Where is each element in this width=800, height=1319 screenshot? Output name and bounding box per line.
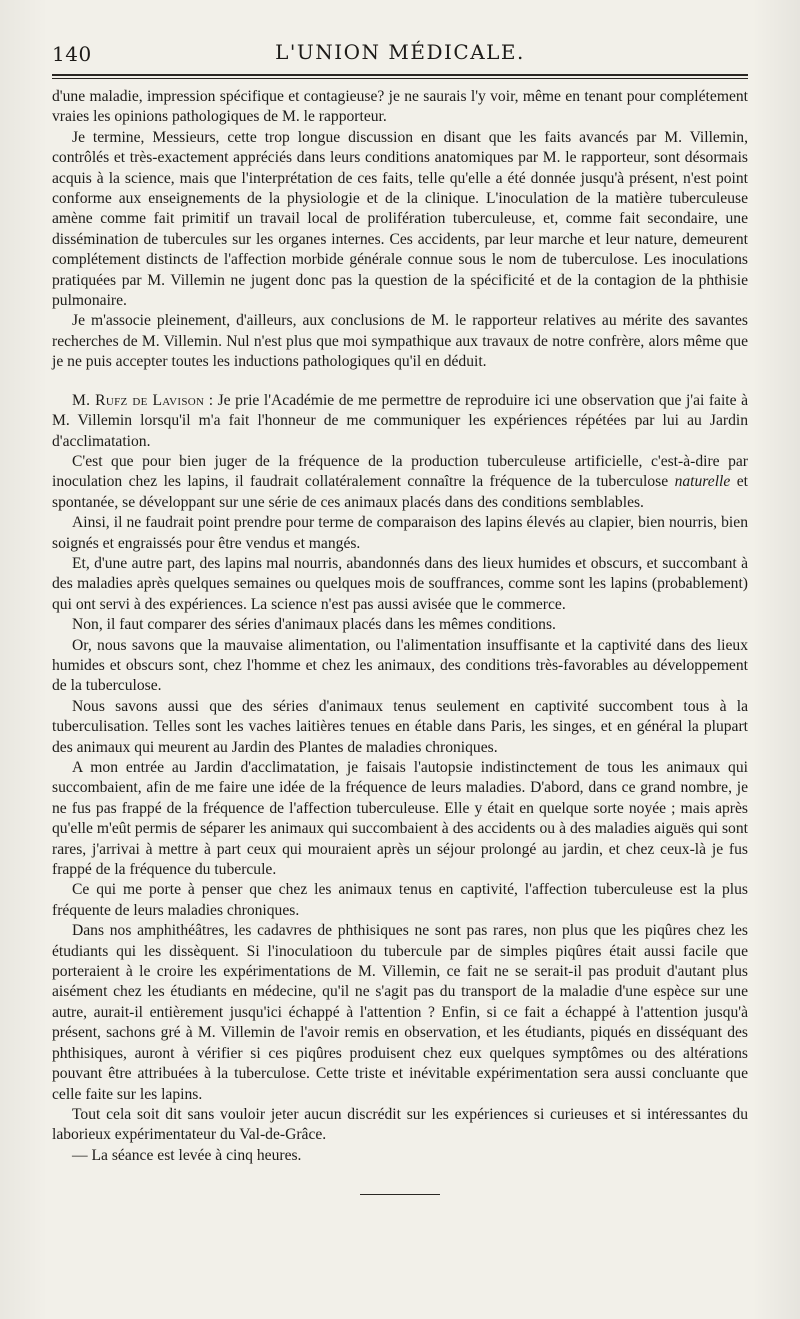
end-rule	[360, 1194, 440, 1195]
paragraph: A mon entrée au Jardin d'acclimatation, je faisais l'autopsie indistinctement de tous les animaux qui succombaient, afin de me faire une idée de la fréquence de leurs maladies. D'abord, dans ce grand nombre, je ne fus pas frappé de la fréquence de l'affection tuberculeuse. Elle y était en quelque sorte noyée ; mais après qu'elle m'eût permis de séparer les animaux qui succombaient à des accidents ou à des maladies aiguës qui sont rares, j'arrivai à mettre à part ceux qui mouraient après un séjour prolongé au jardin, et chez ceux-là je fus frappé de la fréquence du tubercule.	[52, 759, 748, 879]
header-rule	[52, 74, 748, 76]
paragraph-text: : Je prie l'Académie de me permettre de reproduire ici une observation que j'ai faite à M. Villemin lorsqu'il m'a fait l'honneur de me communiquer les expériences répétées par lui au Jardin d'acclimatation.	[52, 391, 748, 450]
header-rule-thin	[52, 78, 748, 79]
page-header	[52, 38, 748, 66]
paragraph: Je m'associe pleinement, d'ailleurs, aux conclusions de M. le rapporteur relatives au mérite des savantes recherches de M. Villemin. Nul n'est plus que moi sympathique aux travaux de notre confrère, alors même que je ne puis accepter toutes les inductions pathologiques qu'il en déduit.	[52, 312, 748, 371]
paragraph: Dans nos amphithéâtres, les cadavres de phthisiques ne sont pas rares, non plus que les piqûres chez les étudiants qui les dissèquent. Si l'inoculatioon du tubercule par de simples piqûres était aussi facile que porteraient à le croire les expérimentations de M. Villemin, ce fait ne se serait-il pas produit d'autant plus aisément chez les étudiants en médecine, qu'il ne s'agit pas du transport de la maladie d'une espèce sur une autre, aurait-il entièrement jusqu'ici échappé à l'attention ? Enfin, si ce fait a échappé à l'attention jusqu'à présent, sachons gré à M. Villemin de l'avoir remis en observation, et les étudiants, piqués en disséquant des phthisiques, auront à vérifier si ces piqûres produisent chez eux quelques symptômes ou des altérations pouvant être attribuées à la tuberculose. Cette triste et inévitable expérimentation sera aussi concluante que celle faite sur les lapins.	[52, 922, 748, 1103]
paragraph: Je termine, Messieurs, cette trop longue discussion en disant que les faits avancés par M. Villemin, contrôlés et très-exactement appréciés dans leurs conditions anatomiques par M. le rapporteur, sont désormais acquis à la science, mais que l'interprétation de ces faits, telle qu'elle a été donnée jusqu'à présent, n'est point conforme aux enseignements de la physiologie et de la clinique. L'inoculation de la matière tuberculeuse amène comme fait primitif un travail local de prolifération tuberculeuse, et, comme fait secondaire, une dissémination de tubercules sur les organes internes. Ces accidents, par leur marche et leur nature, demeurent complétement distincts de l'affection morbide générale connue sous le nom de tuberculose. Les inoculations pratiquées par M. Villemin ne jugent donc pas la question de la spécificité et de la contagion de la phthisie pulmonaire.	[52, 128, 748, 310]
paragraph: Non, il faut comparer des séries d'animaux placés dans les mêmes conditions.	[72, 616, 556, 634]
closing-line: — La séance est levée à cinq heures.	[72, 1146, 302, 1164]
paragraph: d'une maladie, impression spécifique et contagieuse? je ne saurais l'y voir, même en tenant pour complétement vraies les opinions pathologiques de M. le rapporteur.	[52, 88, 748, 126]
paragraph-text: et spontanée, se développant sur une série de ces animaux placés dans des conditions semblables.	[52, 473, 748, 511]
paragraph	[52, 452, 748, 513]
paragraph: Tout cela soit dit sans vouloir jeter aucun discrédit sur les expériences si curieuses et si intéressantes du laborieux expérimentateur du Val-de-Grâce.	[52, 1105, 748, 1144]
paragraph: Nous savons aussi que des séries d'animaux tenus seulement en captivité succombent tous à la tuberculisation. Telles sont les vaches laitières tenues en étable dans Paris, les singes, et en général la plupart des animaux qui meurent au Jardin des Plantes de maladies chroniques.	[52, 697, 748, 756]
paragraph: Or, nous savons que la mauvaise alimentation, ou l'alimentation insuffisante et la captivité dans des lieux humides et obscurs sont, chez l'homme et chez les animaux, des conditions très-favorables au développement de la tuberculose.	[52, 636, 748, 695]
article-body	[52, 87, 748, 1166]
paragraph: Ce qui me porte à penser que chez les animaux tenus en captivité, l'affection tuberculeuse est la plus fréquente de leurs maladies chroniques.	[52, 881, 748, 919]
page-number: 140	[52, 42, 92, 66]
paragraph: Et, d'une autre part, des lapins mal nourris, abandonnés dans des lieux humides et obscurs, et succombant à des maladies après quelques semaines ou quelques mois de souffrances, comme sont les lapins (probablement) qui ont servi à des expériences. La science n'est pas aussi avisée que le commerce.	[52, 554, 748, 613]
paragraph-text: C'est que pour bien juger de la fréquence de la production tuberculeuse artificielle, c'est-à-dire par inoculation chez les lapins, il faudrait collatéralement connaître la fréquence de la tuberculose	[52, 452, 748, 491]
running-head: L'UNION MÉDICALE.	[275, 40, 525, 64]
italic-word: naturelle	[674, 473, 731, 491]
paragraph: Ainsi, il ne faudrait point prendre pour terme de comparaison des lapins élevés au clapier, bien nourris, bien soignés et engraissés pour être vendus et mangés.	[52, 514, 748, 552]
speaker-name: M. Rufz de Lavison	[72, 391, 205, 409]
speaker-paragraph	[52, 391, 748, 452]
